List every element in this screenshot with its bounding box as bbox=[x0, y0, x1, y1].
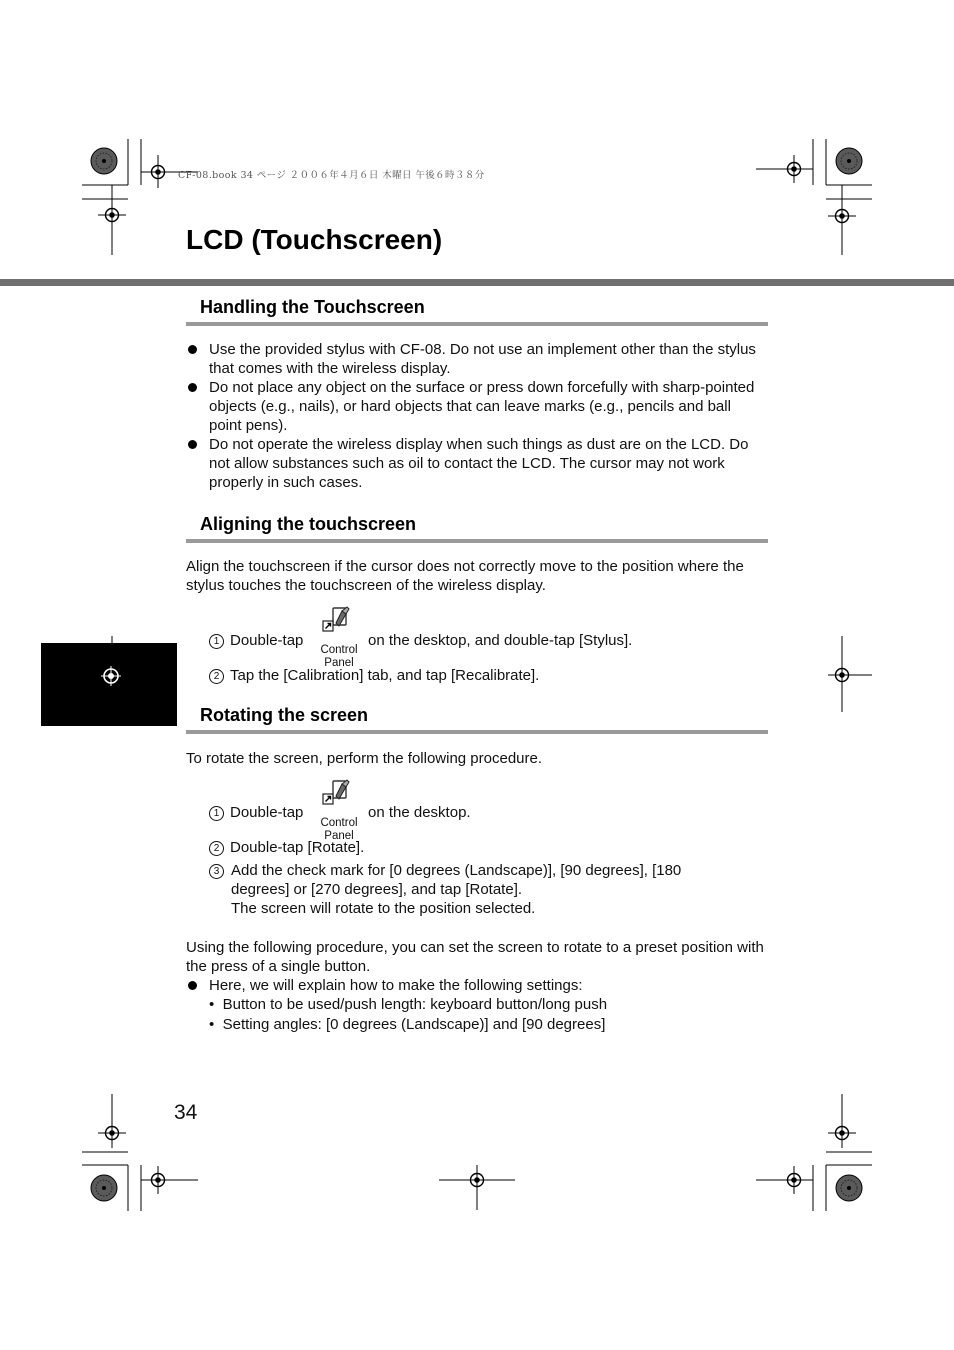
title-rule bbox=[0, 279, 954, 286]
icon-label: Panel bbox=[324, 657, 354, 669]
page-number: 34 bbox=[174, 1101, 198, 1124]
section-title: Handling the Touchscreen bbox=[200, 297, 425, 317]
step-number: 2 bbox=[209, 841, 224, 856]
icon-label: Panel bbox=[324, 830, 354, 842]
control-panel-graphic-icon bbox=[316, 778, 362, 812]
print-header: CF-08.book 34 ページ ２００６年４月６日 木曜日 午後６時３８分 bbox=[178, 170, 485, 181]
rotating-intro: To rotate the screen, perform the following procedure. bbox=[186, 750, 543, 767]
step-text: Add the check mark for [0 degrees (Landscape)], [90 degrees], [180 degrees] or [270 degrees], and tap [Rotate]. bbox=[231, 862, 682, 898]
section-title: Aligning the touchscreen bbox=[200, 514, 417, 534]
section-heading-handling bbox=[186, 296, 768, 326]
bullet-icon bbox=[188, 383, 197, 392]
registration-mark-icon bbox=[100, 665, 122, 687]
bullet-icon bbox=[188, 981, 197, 990]
step-number: 1 bbox=[209, 634, 224, 649]
rotating-step-1-rest: on the desktop. bbox=[368, 804, 471, 821]
list-item: Use the provided stylus with CF-08. Do not use an implement other than the stylus that comes with the wireless display. bbox=[186, 340, 766, 378]
sub-list-item: • Button to be used/push length: keyboard button/long push bbox=[209, 996, 608, 1013]
section-heading-rotating bbox=[186, 704, 768, 734]
step-number: 1 bbox=[209, 806, 224, 821]
rotating-step-3 bbox=[209, 861, 749, 918]
section-heading-aligning bbox=[186, 513, 768, 543]
control-panel-icon[interactable] bbox=[316, 605, 362, 670]
section-title: Rotating the screen bbox=[200, 705, 369, 725]
aligning-step-2: 2 Tap the [Calibration] tab, and tap [Recalibrate]. bbox=[209, 666, 539, 685]
aligning-intro: Align the touchscreen if the cursor does not correctly move to the position where the stylus touches the touchscreen of the wireless display. bbox=[186, 558, 744, 594]
page-title: LCD (Touchscreen) bbox=[186, 224, 443, 255]
handling-bullet-list bbox=[186, 340, 766, 492]
rotating-step-2: 2 Double-tap [Rotate]. bbox=[209, 838, 364, 857]
step-note: The screen will rotate to the position selected. bbox=[231, 900, 536, 917]
sub-list-item: • Setting angles: [0 degrees (Landscape)] and [90 degrees] bbox=[209, 1016, 606, 1033]
control-panel-graphic-icon bbox=[316, 605, 362, 639]
control-panel-icon[interactable] bbox=[316, 778, 362, 843]
bullet-icon bbox=[188, 440, 197, 449]
rotating-step-1: 1 Double-tap bbox=[209, 803, 303, 822]
step-number: 2 bbox=[209, 669, 224, 684]
icon-label: Control bbox=[320, 817, 358, 829]
list-item: Do not place any object on the surface or press down forcefully with sharp-pointed objects (e.g., nails), or hard objects that can leave marks (e.g., pencils and ball point pens). bbox=[186, 378, 766, 435]
aligning-step-1: 1 Double-tap bbox=[209, 631, 303, 650]
list-item: Do not operate the wireless display when such things as dust are on the LCD. Do not allow substances such as oil to contact the LCD. The cursor may not work properly in such cases. bbox=[186, 435, 766, 492]
list-item: Here, we will explain how to make the following settings: bbox=[186, 976, 766, 995]
step-number: 3 bbox=[209, 864, 224, 879]
aligning-step-1-rest: on the desktop, and double-tap [Stylus]. bbox=[368, 632, 633, 649]
icon-label: Control bbox=[320, 644, 358, 656]
side-tab bbox=[41, 643, 177, 726]
bullet-icon bbox=[188, 345, 197, 354]
preset-bullet-list bbox=[186, 976, 766, 995]
preset-intro: Using the following procedure, you can set the screen to rotate to a preset position with the press of a single button. bbox=[186, 939, 764, 975]
